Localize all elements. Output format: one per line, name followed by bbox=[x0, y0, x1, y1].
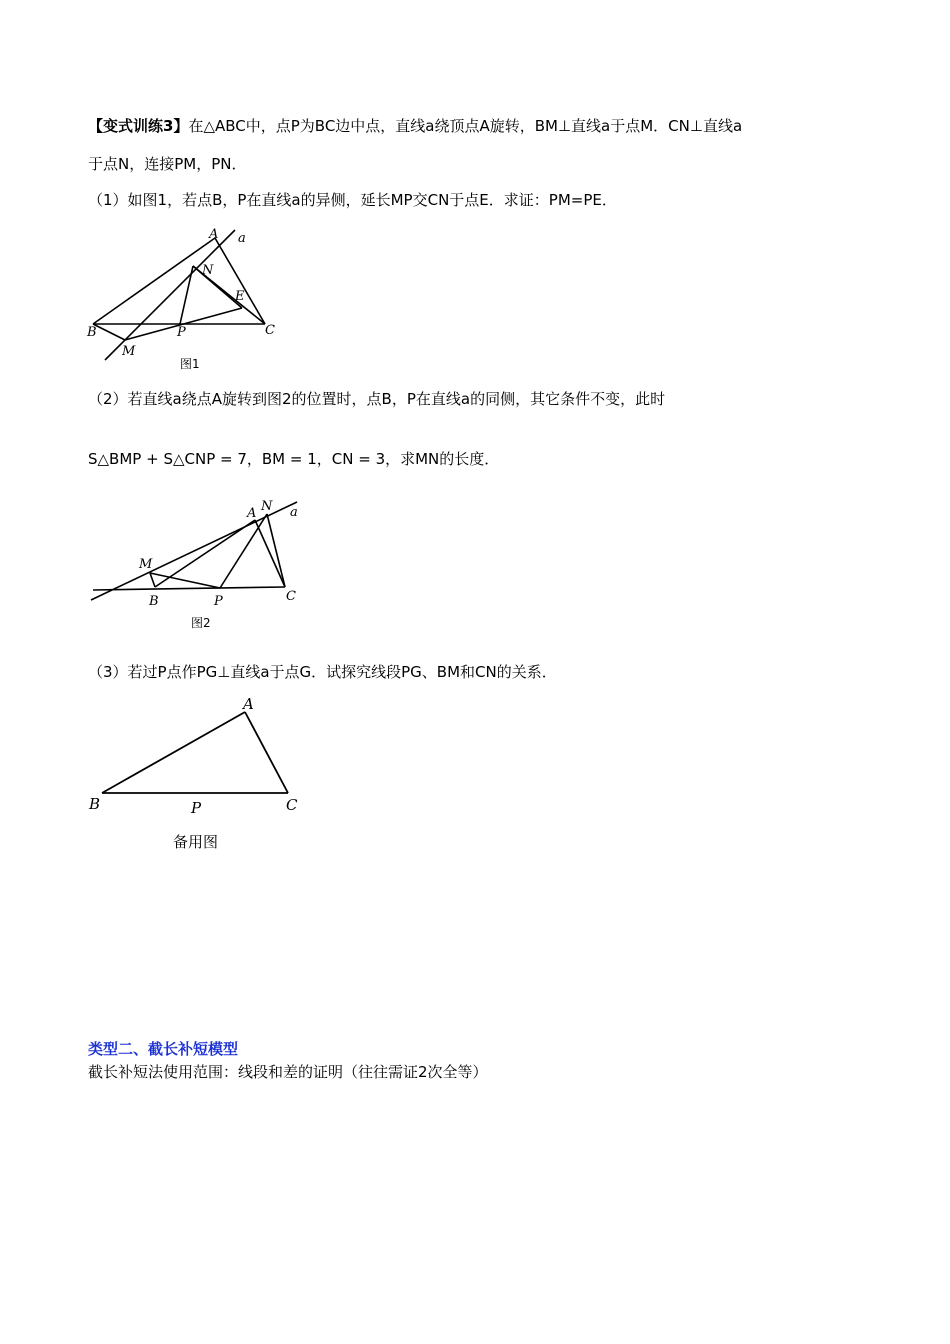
problem-part3: （3）若过P点作PG⊥直线a于点G．试探究线段PG、BM和CN的关系． bbox=[88, 663, 557, 681]
fig2-label-A: A bbox=[247, 506, 257, 521]
section-title: 类型二、截长补短模型 bbox=[88, 1040, 239, 1058]
fig2-label-N: N bbox=[261, 499, 273, 514]
fig1-label-a: a bbox=[238, 231, 246, 246]
problem-part2-line1: （2）若直线a绕点A旋转到图2的位置时，点B，P在直线a的同侧，其它条件不变，此时 bbox=[88, 390, 666, 408]
fig2-label-P: P bbox=[214, 594, 223, 609]
problem-line-1 bbox=[88, 115, 742, 137]
problem-part1: （1）如图1，若点B，P在直线a的异侧，延长MP交CN于点E．求证：PM=PE． bbox=[88, 191, 617, 209]
fig1-caption: 图1 bbox=[180, 357, 200, 371]
problem-intro-line2: 于点N，连接PM，PN． bbox=[88, 155, 247, 173]
fig2-caption: 图2 bbox=[191, 616, 211, 630]
fig2-label-M: M bbox=[139, 557, 153, 572]
fig1-label-C: C bbox=[265, 323, 275, 338]
fig3-label-B: B bbox=[89, 795, 101, 813]
fig3-label-P: P bbox=[191, 799, 202, 817]
figure-1 bbox=[85, 222, 295, 377]
fig2-label-B: B bbox=[149, 594, 159, 609]
fig1-label-P: P bbox=[177, 325, 186, 340]
fig3-label-C: C bbox=[286, 796, 298, 814]
figure-2 bbox=[85, 492, 305, 637]
fig3-caption: 备用图 bbox=[173, 833, 219, 851]
fig1-label-B: B bbox=[87, 325, 97, 340]
fig2-label-C: C bbox=[286, 589, 296, 604]
section-desc: 截长补短法使用范围：线段和差的证明（往往需证2次全等） bbox=[88, 1063, 488, 1081]
fig1-label-M: M bbox=[122, 344, 136, 359]
problem-intro-line1: 在△ABC中，点P为BC边中点，直线a绕顶点A旋转，BM⊥直线a于点M．CN⊥直线a bbox=[188, 117, 743, 135]
fig1-label-N: N bbox=[202, 263, 214, 278]
fig3-label-A: A bbox=[243, 695, 254, 713]
problem-part2-line2: S△BMP + S△CNP = 7，BM = 1，CN = 3，求MN的长度． bbox=[88, 450, 500, 468]
fig2-label-a: a bbox=[290, 505, 298, 520]
figure-3 bbox=[85, 692, 315, 857]
fig1-label-A: A bbox=[209, 227, 219, 242]
problem-label: 【变式训练3】 bbox=[88, 117, 189, 135]
fig1-label-E: E bbox=[235, 289, 245, 304]
